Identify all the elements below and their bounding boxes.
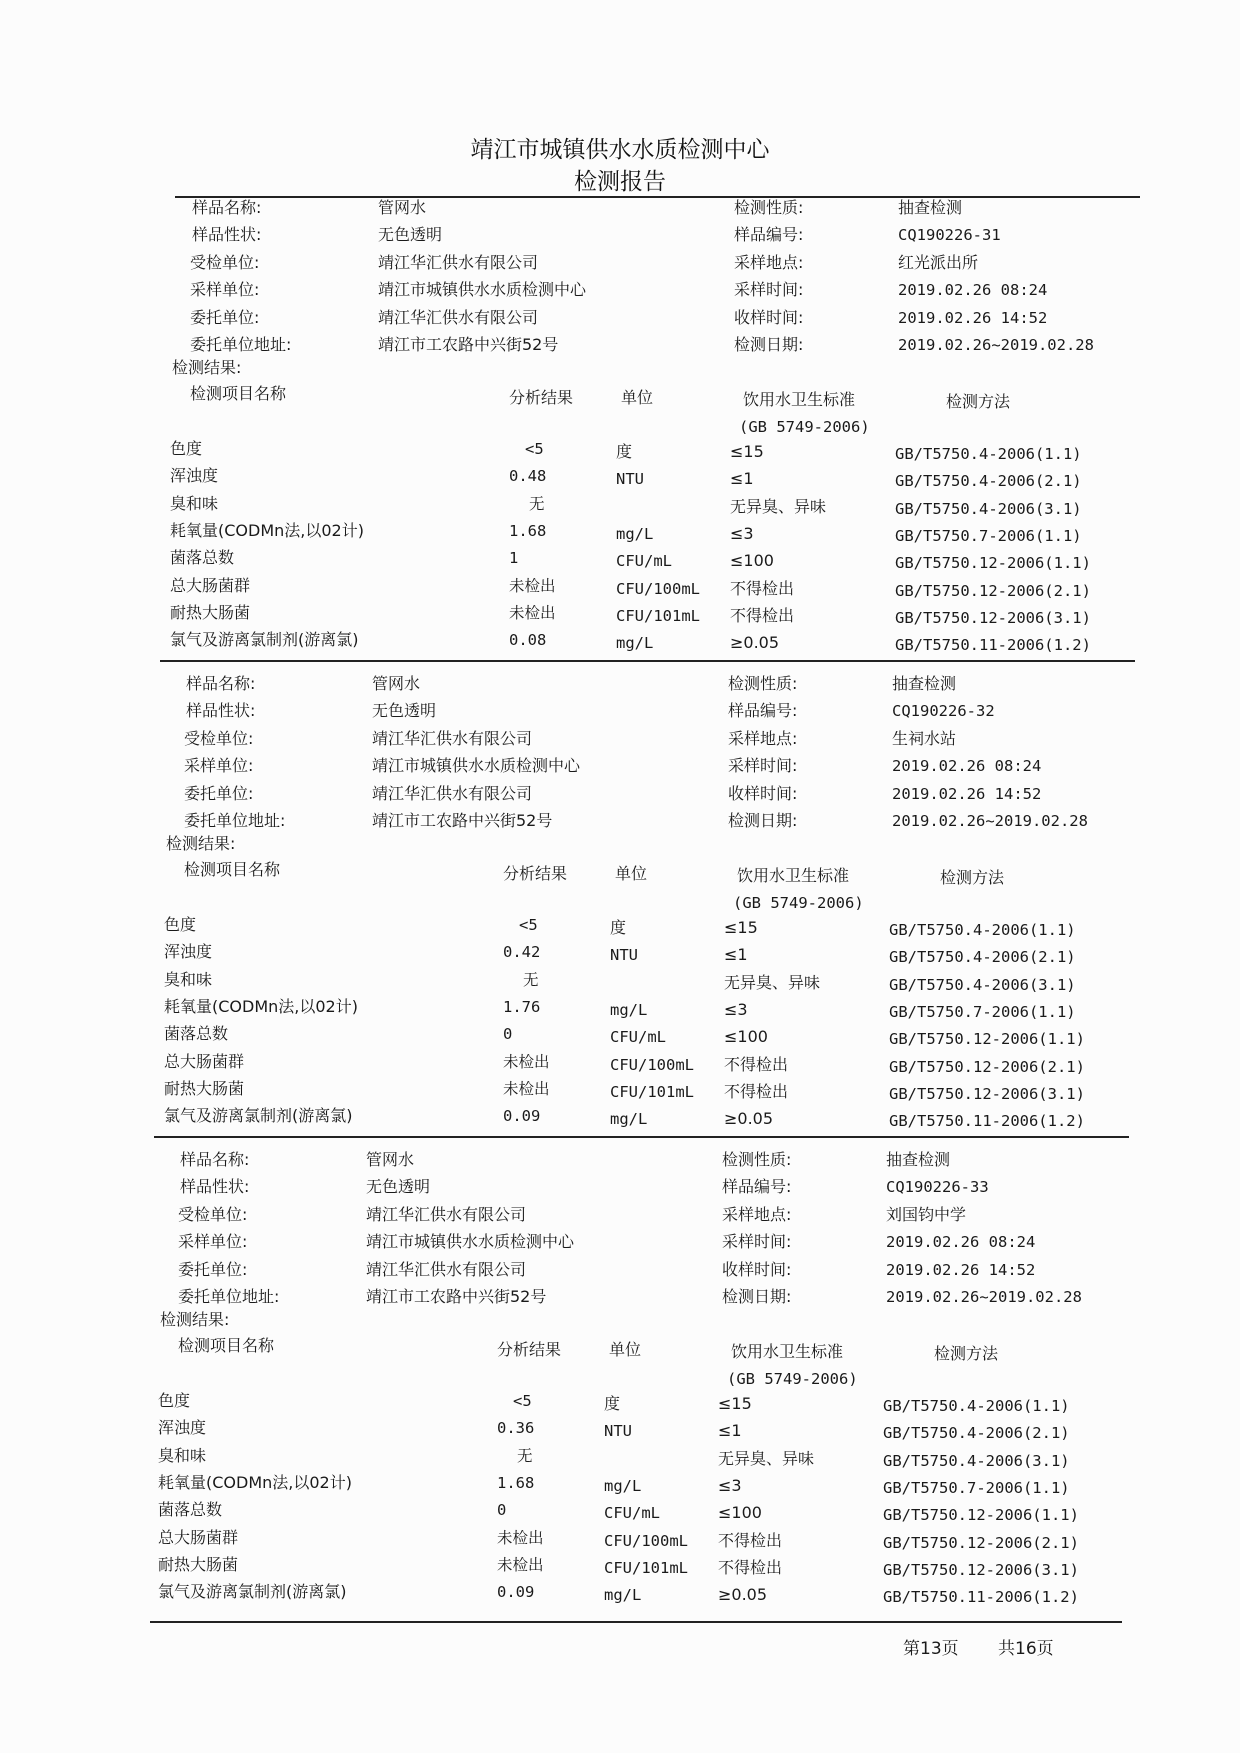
- item-unit: CFU/100mL: [616, 579, 700, 598]
- item-unit: mg/L: [604, 1586, 642, 1605]
- col-header-unit: 单位: [615, 864, 648, 883]
- label-sampling-time: 采样时间:: [734, 280, 804, 300]
- col-header-standard-ref: (GB 5749-2006): [733, 894, 864, 912]
- footer-divider: [150, 1621, 1122, 1623]
- label-client-unit: 委托单位:: [184, 783, 254, 803]
- label-test-nature: 检测性质:: [722, 1150, 792, 1169]
- item-result: 无: [523, 970, 539, 989]
- item-name: 色度: [170, 439, 203, 458]
- col-header-unit: 单位: [609, 1340, 642, 1359]
- sampling-site-value: 生祠水站: [892, 728, 957, 748]
- item-unit: mg/L: [616, 634, 654, 653]
- test-date-value: 2019.02.26~2019.02.28: [892, 812, 1088, 830]
- sample-appearance-value: 无色透明: [372, 701, 437, 721]
- sampling-time-value: 2019.02.26 08:24: [886, 1233, 1036, 1252]
- results-heading: 检测结果:: [172, 358, 242, 377]
- item-standard: ≤15: [730, 442, 764, 461]
- receive-time-value: 2019.02.26 14:52: [886, 1260, 1036, 1279]
- item-result: 0: [497, 1501, 507, 1520]
- item-method: GB/T5750.12-2006(3.1): [889, 1084, 1085, 1103]
- label-sample-name: 样品名称:: [192, 198, 262, 217]
- item-method: GB/T5750.7-2006(1.1): [883, 1478, 1070, 1497]
- sampling-unit-value: 靖江市城镇供水水质检测中心: [378, 280, 587, 300]
- label-receive-time: 收样时间:: [728, 783, 798, 803]
- item-method: GB/T5750.12-2006(2.1): [883, 1533, 1079, 1552]
- sample-block: [159, 674, 1159, 1154]
- label-sampling-unit: 采样单位:: [190, 280, 260, 300]
- item-standard: ≤3: [718, 1475, 742, 1495]
- item-unit: NTU: [610, 946, 638, 965]
- item-result: 未检出: [497, 1555, 544, 1574]
- item-result: 无: [517, 1446, 533, 1465]
- col-header-result: 分析结果: [509, 388, 574, 407]
- item-result: 0.36: [497, 1419, 535, 1438]
- label-receive-time: 收样时间:: [722, 1259, 792, 1279]
- sample-no-value: CQ190226-32: [892, 702, 995, 721]
- item-unit: 度: [616, 442, 633, 461]
- sample-no-value: CQ190226-33: [886, 1178, 989, 1197]
- sampling-site-value: 红光派出所: [898, 252, 979, 272]
- item-method: GB/T5750.4-2006(3.1): [883, 1451, 1070, 1470]
- col-header-standard: 饮用水卫生标准: [743, 390, 856, 409]
- label-client-address: 委托单位地址:: [178, 1287, 280, 1306]
- label-sampling-site: 采样地点:: [728, 728, 798, 748]
- item-name: 氯气及游离氯制剂(游离氯): [158, 1582, 347, 1602]
- item-name: 耐热大肠菌: [158, 1554, 239, 1574]
- label-client-address: 委托单位地址:: [190, 335, 292, 354]
- item-name: 臭和味: [170, 493, 219, 513]
- col-header-result: 分析结果: [503, 864, 568, 883]
- item-standard: ≤15: [724, 918, 758, 937]
- item-unit: CFU/mL: [610, 1028, 666, 1047]
- item-unit: CFU/100mL: [610, 1055, 694, 1074]
- item-standard: 无异臭、异味: [724, 972, 821, 992]
- page-number: 第13页: [903, 1639, 959, 1659]
- item-standard: 无异臭、异味: [718, 1448, 815, 1468]
- item-result: <5: [513, 1392, 532, 1410]
- sample-name-value: 管网水: [378, 198, 427, 217]
- label-sample-appearance: 样品性状:: [180, 1177, 250, 1197]
- item-method: GB/T5750.11-2006(1.2): [895, 636, 1091, 655]
- item-standard: ≥0.05: [718, 1585, 768, 1605]
- col-header-item: 检测项目名称: [184, 860, 281, 879]
- item-name: 浑浊度: [170, 466, 219, 486]
- receive-time-value: 2019.02.26 14:52: [892, 784, 1042, 803]
- item-standard: ≥0.05: [730, 633, 780, 653]
- item-unit: CFU/mL: [604, 1504, 660, 1523]
- item-unit: 度: [610, 918, 627, 937]
- report-title: 检测报告: [574, 169, 666, 195]
- sample-block: [165, 198, 1165, 678]
- sample-appearance-value: 无色透明: [378, 225, 443, 245]
- item-standard: ≤3: [730, 523, 754, 543]
- item-name: 菌落总数: [164, 1024, 229, 1044]
- item-method: GB/T5750.12-2006(1.1): [883, 1506, 1079, 1525]
- sampling-site-value: 刘国钧中学: [886, 1204, 967, 1224]
- label-test-nature: 检测性质:: [734, 198, 804, 217]
- item-result: 未检出: [509, 576, 556, 595]
- item-method: GB/T5750.7-2006(1.1): [889, 1002, 1076, 1021]
- label-client-unit: 委托单位:: [190, 307, 260, 327]
- item-method: GB/T5750.12-2006(2.1): [895, 581, 1091, 600]
- item-unit: 度: [604, 1394, 621, 1413]
- client-address-value: 靖江市工农路中兴街52号: [378, 335, 559, 354]
- item-unit: mg/L: [616, 524, 654, 543]
- col-header-method: 检测方法: [946, 392, 1011, 411]
- label-sampling-time: 采样时间:: [722, 1232, 792, 1252]
- item-unit: CFU/101mL: [616, 606, 700, 625]
- client-address-value: 靖江市工农路中兴街52号: [372, 811, 553, 830]
- col-header-standard: 饮用水卫生标准: [731, 1342, 844, 1361]
- sampling-time-value: 2019.02.26 08:24: [898, 281, 1048, 300]
- item-standard: 不得检出: [724, 1054, 789, 1074]
- item-result: 未检出: [503, 1052, 550, 1071]
- sample-no-value: CQ190226-31: [898, 226, 1001, 245]
- org-title: 靖江市城镇供水水质检测中心: [470, 137, 770, 163]
- item-name: 色度: [164, 915, 197, 934]
- item-result: 0.09: [497, 1583, 535, 1602]
- item-result: <5: [519, 916, 538, 934]
- col-header-standard-ref: (GB 5749-2006): [739, 418, 870, 436]
- item-method: GB/T5750.12-2006(1.1): [895, 554, 1091, 573]
- item-result: 0.48: [509, 467, 547, 486]
- label-inspected-unit: 受检单位:: [190, 252, 260, 272]
- item-standard: ≤1: [718, 1421, 742, 1441]
- item-name: 氯气及游离氯制剂(游离氯): [164, 1106, 353, 1126]
- item-result: 1.68: [509, 521, 547, 540]
- sampling-unit-value: 靖江市城镇供水水质检测中心: [372, 756, 581, 776]
- item-result: 0: [503, 1025, 513, 1044]
- item-name: 耐热大肠菌: [170, 602, 251, 622]
- item-result: 0.09: [503, 1107, 541, 1126]
- label-sample-appearance: 样品性状:: [186, 701, 256, 721]
- item-method: GB/T5750.4-2006(2.1): [895, 472, 1082, 491]
- sample-name-value: 管网水: [372, 674, 421, 693]
- item-result: 1.76: [503, 997, 541, 1016]
- test-date-value: 2019.02.26~2019.02.28: [898, 336, 1094, 354]
- item-name: 耗氧量(CODMn法,以02计): [158, 1472, 352, 1492]
- test-nature-value: 抽查检测: [898, 198, 963, 217]
- page-total: 共16页: [998, 1639, 1054, 1659]
- test-date-value: 2019.02.26~2019.02.28: [886, 1288, 1082, 1306]
- client-unit-value: 靖江华汇供水有限公司: [378, 307, 539, 327]
- label-sampling-site: 采样地点:: [722, 1204, 792, 1224]
- item-result: <5: [525, 440, 544, 458]
- item-unit: mg/L: [610, 1110, 648, 1129]
- col-header-unit: 单位: [621, 388, 654, 407]
- item-standard: ≤100: [730, 551, 774, 571]
- item-method: GB/T5750.12-2006(3.1): [883, 1560, 1079, 1579]
- client-unit-value: 靖江华汇供水有限公司: [366, 1259, 527, 1279]
- col-header-standard: 饮用水卫生标准: [737, 866, 850, 885]
- sample-divider: [160, 660, 1135, 662]
- item-unit: mg/L: [604, 1476, 642, 1495]
- results-heading: 检测结果:: [160, 1310, 230, 1329]
- label-inspected-unit: 受检单位:: [184, 728, 254, 748]
- item-name: 耐热大肠菌: [164, 1078, 245, 1098]
- item-unit: NTU: [616, 470, 644, 489]
- sampling-time-value: 2019.02.26 08:24: [892, 757, 1042, 776]
- label-sample-name: 样品名称:: [180, 1150, 250, 1169]
- item-name: 色度: [158, 1391, 191, 1410]
- item-unit: NTU: [604, 1422, 632, 1441]
- item-method: GB/T5750.4-2006(2.1): [889, 948, 1076, 967]
- label-client-address: 委托单位地址:: [184, 811, 286, 830]
- item-result: 1: [509, 549, 519, 568]
- sampling-unit-value: 靖江市城镇供水水质检测中心: [366, 1232, 575, 1252]
- item-unit: CFU/101mL: [610, 1082, 694, 1101]
- col-header-method: 检测方法: [934, 1344, 999, 1363]
- col-header-result: 分析结果: [497, 1340, 562, 1359]
- item-method: GB/T5750.7-2006(1.1): [895, 526, 1082, 545]
- item-unit: mg/L: [610, 1000, 648, 1019]
- item-name: 耗氧量(CODMn法,以02计): [170, 520, 364, 540]
- label-sample-name: 样品名称:: [186, 674, 256, 693]
- item-standard: 不得检出: [730, 605, 795, 625]
- item-method: GB/T5750.4-2006(1.1): [889, 921, 1076, 939]
- item-standard: ≤1: [730, 469, 754, 489]
- receive-time-value: 2019.02.26 14:52: [898, 308, 1048, 327]
- item-result: 1.68: [497, 1473, 535, 1492]
- item-standard: ≤100: [718, 1503, 762, 1523]
- sample-divider: [154, 1136, 1129, 1138]
- label-sample-appearance: 样品性状:: [192, 225, 262, 245]
- item-standard: ≥0.05: [724, 1109, 774, 1129]
- item-name: 耗氧量(CODMn法,以02计): [164, 996, 358, 1016]
- results-heading: 检测结果:: [166, 834, 236, 853]
- item-name: 浑浊度: [158, 1418, 207, 1438]
- label-sample-no: 样品编号:: [722, 1177, 792, 1197]
- item-method: GB/T5750.4-2006(1.1): [895, 445, 1082, 463]
- label-receive-time: 收样时间:: [734, 307, 804, 327]
- item-result: 未检出: [503, 1079, 550, 1098]
- item-standard: 不得检出: [730, 578, 795, 598]
- label-test-date: 检测日期:: [722, 1287, 792, 1306]
- item-method: GB/T5750.12-2006(2.1): [889, 1057, 1085, 1076]
- client-unit-value: 靖江华汇供水有限公司: [372, 783, 533, 803]
- item-standard: ≤15: [718, 1394, 752, 1413]
- label-sampling-unit: 采样单位:: [178, 1232, 248, 1252]
- item-method: GB/T5750.4-2006(3.1): [889, 975, 1076, 994]
- label-test-date: 检测日期:: [734, 335, 804, 354]
- item-result: 未检出: [497, 1528, 544, 1547]
- item-result: 无: [529, 494, 545, 513]
- item-result: 0.42: [503, 943, 541, 962]
- item-name: 总大肠菌群: [164, 1051, 245, 1071]
- inspected-unit-value: 靖江华汇供水有限公司: [372, 728, 533, 748]
- label-sample-no: 样品编号:: [734, 225, 804, 245]
- item-method: GB/T5750.12-2006(3.1): [895, 608, 1091, 627]
- item-name: 臭和味: [158, 1445, 207, 1465]
- item-standard: 无异臭、异味: [730, 496, 827, 516]
- item-unit: CFU/100mL: [604, 1531, 688, 1550]
- item-method: GB/T5750.11-2006(1.2): [889, 1112, 1085, 1131]
- item-standard: ≤1: [724, 945, 748, 965]
- sample-appearance-value: 无色透明: [366, 1177, 431, 1197]
- col-header-item: 检测项目名称: [178, 1336, 275, 1355]
- label-sampling-time: 采样时间:: [728, 756, 798, 776]
- item-result: 0.08: [509, 631, 547, 650]
- item-standard: 不得检出: [724, 1081, 789, 1101]
- col-header-method: 检测方法: [940, 868, 1005, 887]
- item-name: 氯气及游离氯制剂(游离氯): [170, 630, 359, 650]
- col-header-standard-ref: (GB 5749-2006): [727, 1370, 858, 1388]
- item-unit: CFU/mL: [616, 552, 672, 571]
- client-address-value: 靖江市工农路中兴街52号: [366, 1287, 547, 1306]
- item-unit: CFU/101mL: [604, 1558, 688, 1577]
- item-result: 未检出: [509, 603, 556, 622]
- col-header-item: 检测项目名称: [190, 384, 287, 403]
- label-inspected-unit: 受检单位:: [178, 1204, 248, 1224]
- item-name: 臭和味: [164, 969, 213, 989]
- item-standard: ≤100: [724, 1027, 768, 1047]
- item-name: 总大肠菌群: [170, 575, 251, 595]
- item-method: GB/T5750.4-2006(3.1): [895, 499, 1082, 518]
- item-method: GB/T5750.12-2006(1.1): [889, 1030, 1085, 1049]
- label-sampling-unit: 采样单位:: [184, 756, 254, 776]
- item-name: 菌落总数: [170, 548, 235, 568]
- item-method: GB/T5750.11-2006(1.2): [883, 1588, 1079, 1607]
- label-test-date: 检测日期:: [728, 811, 798, 830]
- sample-name-value: 管网水: [366, 1150, 415, 1169]
- label-sample-no: 样品编号:: [728, 701, 798, 721]
- item-name: 浑浊度: [164, 942, 213, 962]
- inspected-unit-value: 靖江华汇供水有限公司: [366, 1204, 527, 1224]
- sample-block: [153, 1150, 1153, 1630]
- item-method: GB/T5750.4-2006(1.1): [883, 1397, 1070, 1415]
- item-standard: 不得检出: [718, 1557, 783, 1577]
- item-standard: ≤3: [724, 999, 748, 1019]
- item-method: GB/T5750.4-2006(2.1): [883, 1424, 1070, 1443]
- test-nature-value: 抽查检测: [886, 1150, 951, 1169]
- item-name: 总大肠菌群: [158, 1527, 239, 1547]
- test-nature-value: 抽查检测: [892, 674, 957, 693]
- item-standard: 不得检出: [718, 1530, 783, 1550]
- item-name: 菌落总数: [158, 1500, 223, 1520]
- label-test-nature: 检测性质:: [728, 674, 798, 693]
- inspected-unit-value: 靖江华汇供水有限公司: [378, 252, 539, 272]
- label-client-unit: 委托单位:: [178, 1259, 248, 1279]
- label-sampling-site: 采样地点:: [734, 252, 804, 272]
